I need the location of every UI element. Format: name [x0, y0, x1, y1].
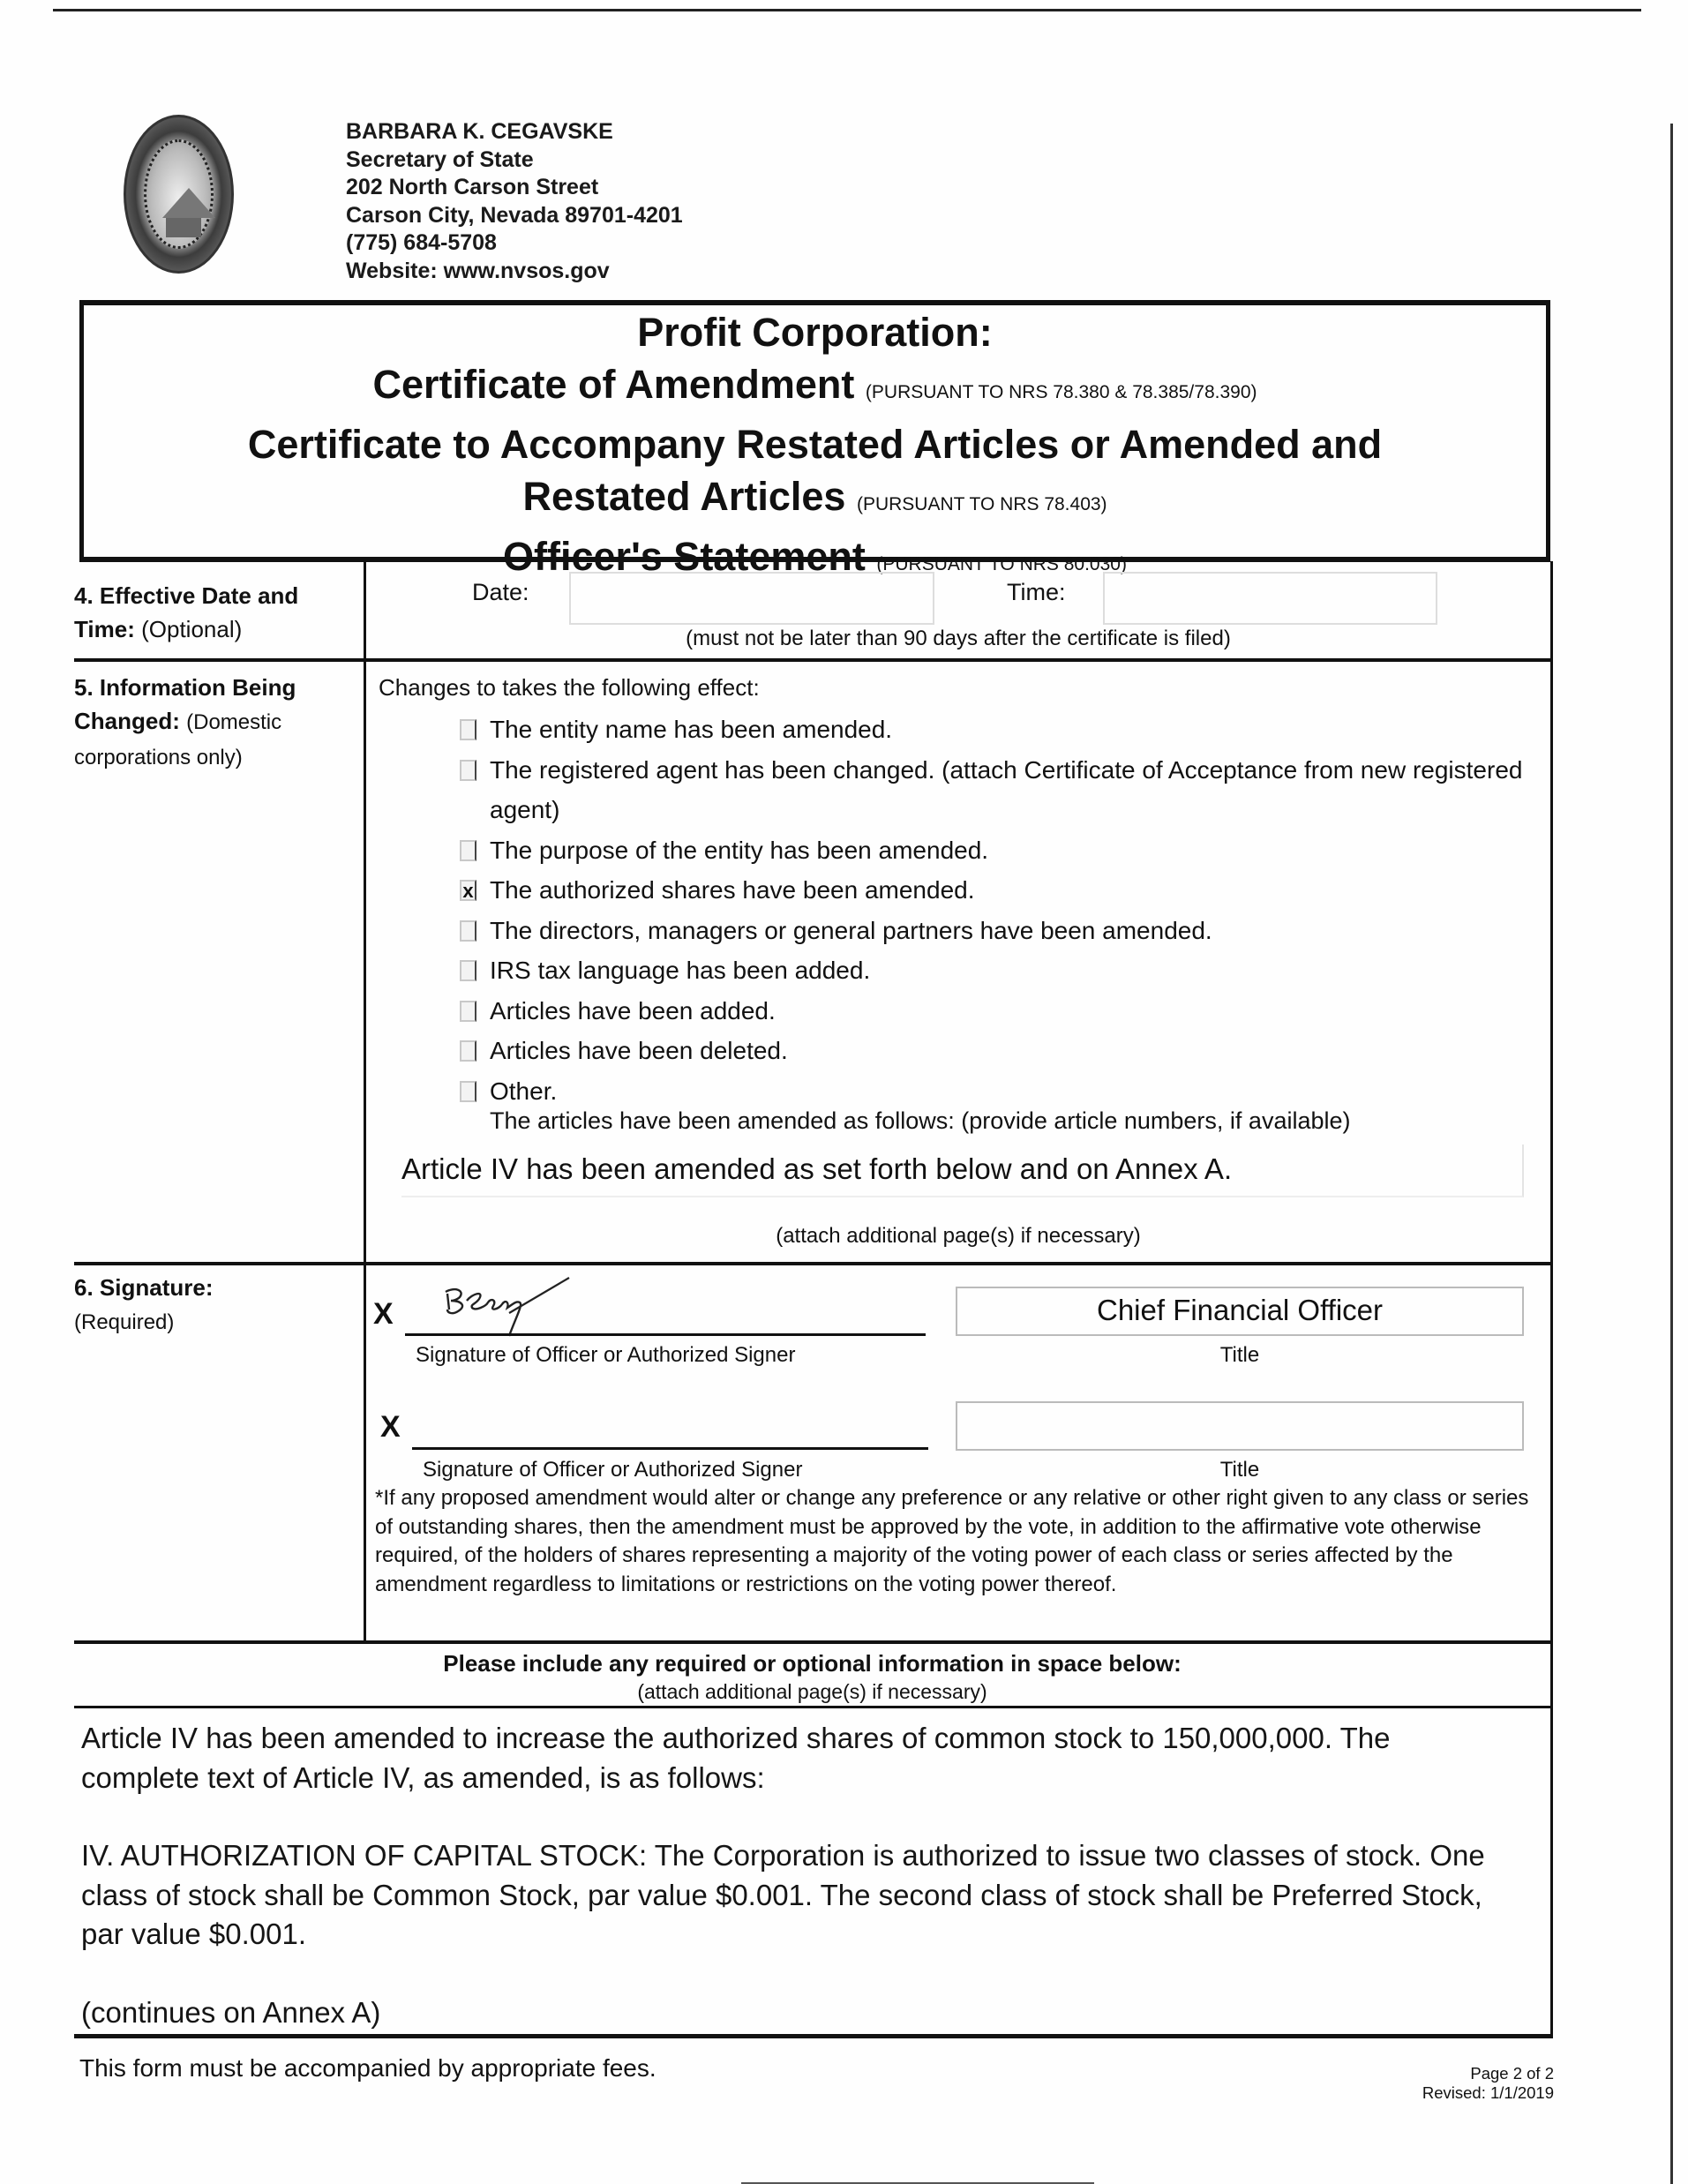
page-info: [1422, 2064, 1554, 2103]
change-option-label: The directors, managers or general partners have been amended.: [490, 916, 1212, 944]
secretary-of-state-address: [346, 118, 683, 285]
form-title-certificate-of-amendment: [84, 358, 1546, 418]
signature-line[interactable]: [405, 1333, 926, 1336]
section-6-label: [74, 1265, 361, 1340]
change-option[interactable]: [453, 911, 1550, 951]
change-option-label: Articles have been added.: [490, 996, 776, 1024]
secretary-title: Secretary of State: [346, 146, 534, 172]
scan-edge-top: [53, 9, 1641, 11]
section-label-note: (Optional): [141, 616, 243, 642]
change-option-label: Articles have been deleted.: [490, 1037, 788, 1064]
attach-pages-note: (attach additional page(s) if necessary): [776, 1224, 1141, 1248]
title-caption: Title: [1219, 1343, 1260, 1367]
officer-title-field[interactable]: Chief Financial Officer: [956, 1287, 1524, 1336]
checkbox-checked-icon[interactable]: x: [460, 880, 476, 901]
section-label-note: (Domestic corporations only): [74, 710, 282, 769]
additional-info-paragraph: (continues on Annex A): [81, 1995, 381, 2029]
checkbox-icon[interactable]: [460, 1081, 476, 1102]
articles-amended-field[interactable]: Article IV has been amended as set forth below and on Annex A.: [401, 1145, 1524, 1197]
additional-info-subheading: (attach additional page(s) if necessary): [637, 1680, 987, 1703]
change-option[interactable]: [453, 830, 1550, 871]
section-5-label: [74, 662, 361, 775]
form-title-restated-articles-line1: Certificate to Accompany Restated Articles or Amended and: [247, 422, 1383, 467]
section-label-note: (Required): [74, 1310, 175, 1334]
change-option[interactable]: [453, 870, 1550, 911]
page-number: Page 2 of 2: [1470, 2064, 1554, 2083]
signature-x-mark: X: [380, 1410, 401, 1444]
form-title-box: [79, 300, 1550, 579]
change-option[interactable]: [453, 950, 1550, 991]
secretary-name: BARBARA K. CEGAVSKE: [346, 119, 613, 144]
change-option-label: The authorized shares have been amended.: [490, 876, 975, 904]
change-option[interactable]: [453, 991, 1550, 1032]
section-label-bold: 6. Signature:: [74, 1274, 214, 1301]
title-text: Certificate of Amendment: [372, 362, 855, 407]
change-option-label: The entity name has been amended.: [490, 716, 893, 743]
additional-info-field[interactable]: [74, 1708, 1553, 2038]
articles-amended-label: The articles have been amended as follows: (provide article numbers, if available): [490, 1107, 1351, 1134]
date-limit-note: (must not be later than 90 days after the certificate is filed): [686, 627, 1231, 650]
statute-reference: (PURSUANT TO NRS 80.030): [876, 554, 1127, 574]
changes-intro: Changes to takes the following effect:: [379, 674, 760, 701]
time-label: Time:: [1007, 579, 1066, 605]
change-option-label: IRS tax language has been added.: [490, 957, 871, 984]
revision-date: Revised: 1/1/2019: [1422, 2083, 1554, 2102]
change-option[interactable]: [453, 750, 1550, 830]
checkbox-icon[interactable]: [460, 760, 476, 781]
section-information-changed: [74, 662, 1553, 1265]
amendment-form: [74, 561, 1553, 1644]
effective-date-field[interactable]: [569, 572, 934, 625]
signature-caption: Signature of Officer or Authorized Signer: [423, 1458, 803, 1482]
checkbox-icon[interactable]: [460, 1040, 476, 1062]
change-option-label: The registered agent has been changed. (attach Certificate of Acceptance from new registered agent): [490, 755, 1523, 823]
voting-power-fine-print: *If any proposed amendment would alter or change any preference or any relative or other right given to any class or series of outstanding shares, then the amendment must be approved by the vote, in addition to the affirmative vote otherwise required, of the holders of shares representing a majority of the voting power of each class or series affected by the amendment regardless to limitations or restrictions on the voting power thereof.: [375, 1486, 1529, 1596]
section-label-bold: 5. Information Being Changed:: [74, 674, 296, 734]
section-label-bold: 4. Effective Date and Time:: [74, 582, 299, 642]
statute-reference: (PURSUANT TO NRS 78.380 & 78.385/78.390): [865, 382, 1257, 402]
additional-info-paragraph: Article IV has been amended to increase the authorized shares of common stock to 150,000,000. The complete text of Article IV, as amended, is as follows:: [81, 1722, 1391, 1794]
additional-info-heading: Please include any required or optional information in space below:: [443, 1650, 1182, 1677]
checkbox-icon[interactable]: [460, 840, 476, 861]
scan-edge-right: [1670, 124, 1673, 2184]
checkbox-icon[interactable]: [460, 960, 476, 981]
signature-caption: Signature of Officer or Authorized Signer: [416, 1343, 796, 1367]
city-state-zip: Carson City, Nevada 89701-4201: [346, 202, 683, 228]
statute-reference: (PURSUANT TO NRS 78.403): [856, 494, 1107, 514]
change-option[interactable]: [453, 1031, 1550, 1071]
title-text: Restated Articles: [522, 474, 846, 519]
checkbox-icon[interactable]: [460, 719, 476, 740]
signature-x-mark: X: [373, 1297, 394, 1331]
additional-info-paragraph: IV. AUTHORIZATION OF CAPITAL STOCK: The Corporation is authorized to issue two classes of stock. One class of stock shall be Common Stock, par value $0.001. The second class of stock shall be Preferred Stock, par value $0.001.: [81, 1839, 1485, 1950]
date-label: Date:: [472, 579, 529, 605]
nevada-state-seal-icon: [124, 115, 234, 274]
change-option-label: Other.: [490, 1077, 558, 1105]
title-text: Officer's Statement: [503, 534, 866, 579]
effective-time-field[interactable]: [1103, 572, 1437, 625]
form-title-profit-corporation: Profit Corporation:: [637, 310, 993, 355]
section-signature: [74, 1265, 1553, 1644]
title-caption: Title: [1219, 1458, 1260, 1482]
change-option-label: The purpose of the entity has been amended.: [490, 836, 989, 864]
section-effective-date: [74, 561, 1553, 662]
change-option[interactable]: [453, 709, 1550, 750]
street-address: 202 North Carson Street: [346, 175, 599, 199]
checkbox-icon[interactable]: [460, 1001, 476, 1022]
form-title-restated-articles-line2: [84, 470, 1546, 530]
section-4-label: [74, 561, 361, 646]
fees-note: This form must be accompanied by appropriate fees.: [79, 2054, 656, 2082]
change-options-list: [453, 709, 1550, 1111]
phone-number: (775) 684-5708: [346, 230, 497, 255]
officer-title-field[interactable]: [956, 1401, 1524, 1451]
change-option[interactable]: [453, 1071, 1550, 1112]
website: Website: www.nvsos.gov: [346, 258, 610, 283]
signature-line[interactable]: [412, 1447, 928, 1450]
checkbox-icon[interactable]: [460, 920, 476, 942]
additional-info-header: [74, 1641, 1553, 1708]
